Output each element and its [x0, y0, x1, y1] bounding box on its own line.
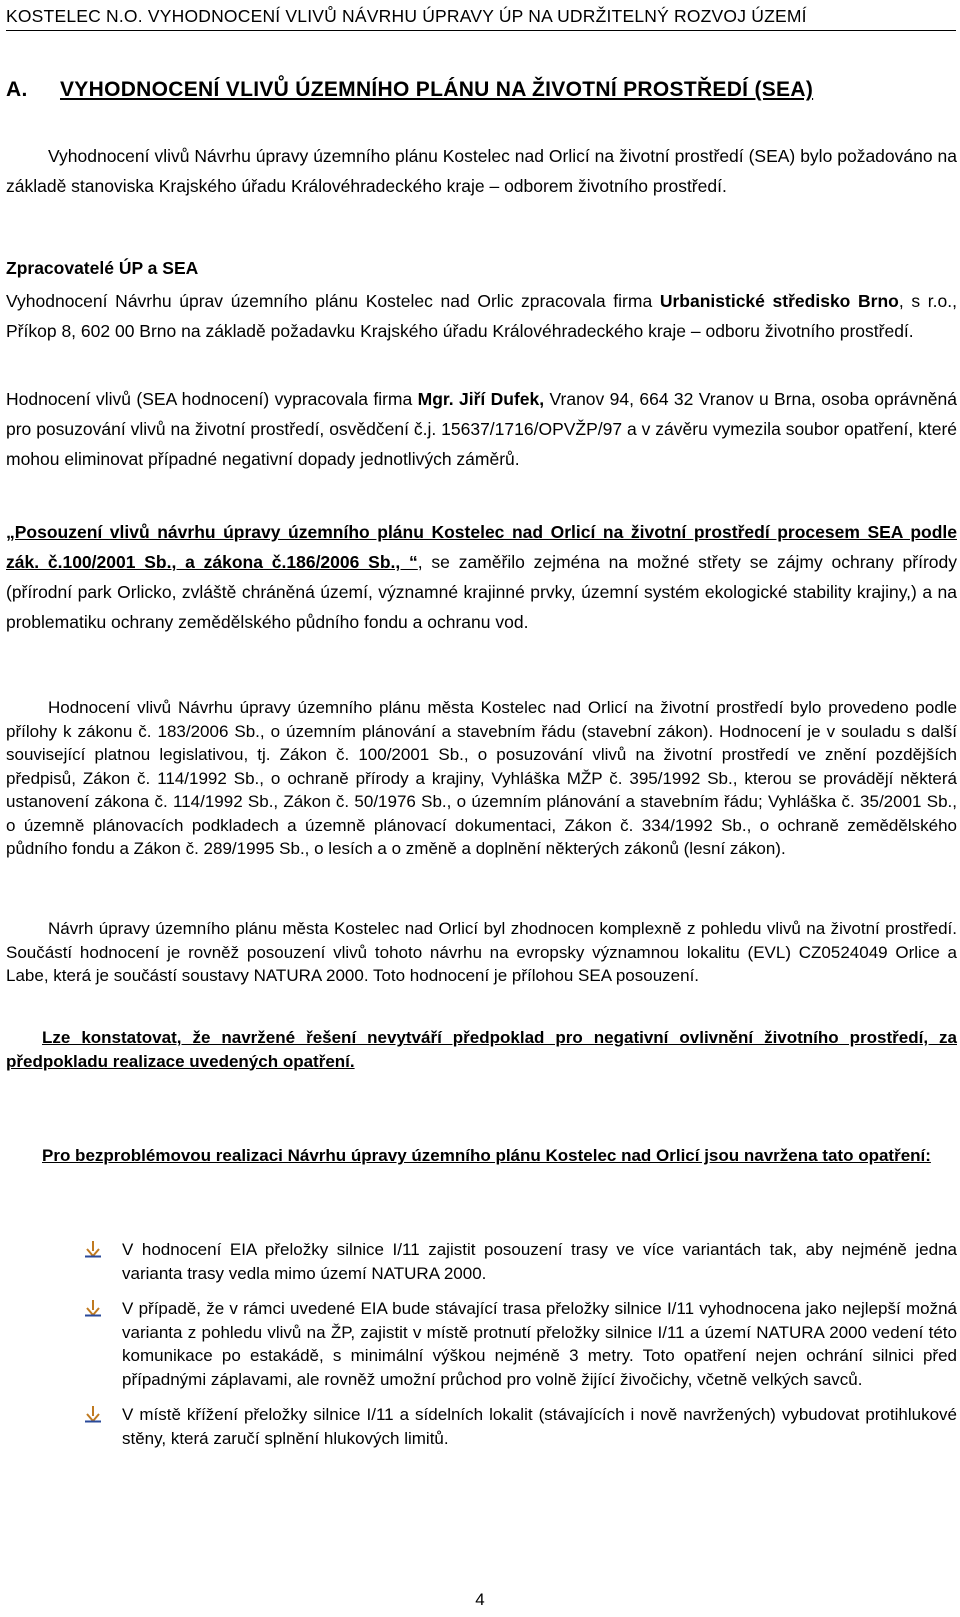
- authors-p2-pre: Hodnocení vlivů (SEA hodnocení) vypracovala firma: [6, 389, 418, 409]
- intro-paragraph: Vyhodnocení vlivů Návrhu úpravy územního plánu Kostelec nad Orlicí na životní prostředí (SEA) bylo požadováno na základě stanoviska Krajského úřadu Královéhradeckého kraje – odborem životního prostředí.: [6, 146, 957, 196]
- natura-paragraph: Návrh úpravy územního plánu města Kostelec nad Orlicí byl zhodnocen komplexně z pohledu vlivů na životní prostředí. Součástí hodnocení je rovněž posouzení vlivů tohoto návrhu na evropsky významnou lokalitu (EVL) CZ0524049 Orlice a Labe, která je součástí soustavy NATURA 2000. Toto hodnocení je přílohou SEA posouzení.: [6, 919, 957, 985]
- authors-p1-company: Urbanistické středisko Brno: [659, 291, 899, 311]
- measure-text: V případě, že v rámci uvedené EIA bude stávající trasa přeložky silnice I/11 vyhodnocena jako nejlepší možná varianta z pohledu vlivů na ŽP, zajistit v místě protnutí přeložky silnice I/11 a území NATURA 2000 vedení této komunikace po estakádě, s minimální výškou nejméně 3 metry. Toto opatření nejen ochrání silnici před případnými záplavami, ale rovněž umožní průchod pro volně žijící živočichy, včetně velkých savců.: [122, 1299, 957, 1389]
- measures-heading: Pro bezproblémovou realizaci Návrhu úpravy územního plánu Kostelec nad Orlicí jsou navržena tato opatření:: [42, 1146, 931, 1165]
- authors-p2-post: Vranov 94, 664 32 Vranov u Brna, osoba oprávněná pro posuzování vlivů na životní prostředí, osvědčení č.j. 15637/1716/OPVŽP/97 a v závěru vymezila soubor opatření, které mohou eliminovat případné negativní dopady jednotlivých záměrů.: [6, 389, 958, 469]
- authors-heading: Zpracovatelé ÚP a SEA: [6, 258, 199, 278]
- running-header: KOSTELEC N.O. VYHODNOCENÍ VLIVŮ NÁVRHU ÚPRAVY ÚP NA UDRŽITELNÝ ROZVOJ ÚZEMÍ: [6, 6, 956, 31]
- assessment-title: „Posouzení vlivů návrhu úpravy územního plánu Kostelec nad Orlicí na životní prostředí procesem SEA podle zák. č.100/2001 Sb., a zákona č.186/2006 Sb., “: [6, 522, 957, 572]
- measures-list: [84, 1238, 957, 1462]
- authors-p1-pre: Vyhodnocení Návrhu úprav územního plánu Kostelec nad Orlic zpracovala firma: [6, 291, 660, 311]
- measure-text: V hodnocení EIA přeložky silnice I/11 zajistit posouzení trasy ve více variantách tak, aby nejméně jedna varianta trasy vedla mimo území NATURA 2000.: [122, 1240, 957, 1283]
- authors-p2-name: Mgr. Jiří Dufek,: [417, 389, 545, 409]
- conclusion-statement: Lze konstatovat, že navržené řešení nevytváří předpoklad pro negativní ovlivnění životního prostředí, za předpokladu realizace uvedených opatření.: [6, 1028, 957, 1071]
- measure-text: V místě křížení přeložky silnice I/11 a sídelních lokalit (stávajících i nově navržených) vybudovat protihlukové stěny, která zaručí splnění hlukových limitů.: [122, 1405, 957, 1448]
- pushpin-arrow-icon: [84, 1405, 102, 1423]
- pushpin-arrow-icon: [84, 1240, 102, 1258]
- pushpin-arrow-icon: [84, 1299, 102, 1317]
- authors-paragraph-1: [6, 286, 957, 346]
- assessment-paragraph: [6, 517, 957, 637]
- authors-paragraph-2: [6, 384, 957, 474]
- page-number: 4: [475, 1590, 485, 1609]
- assessment-text: , se zaměřilo zejména na možné střety se zájmy ochrany přírody (přírodní park Orlicko, zvláště chráněná území, významné krajinné prvky, územní systém ekologické stability krajiny,) a na problematiku ochrany zemědělského půdního fondu a ochranu vod.: [6, 552, 958, 632]
- section-letter: A.: [6, 78, 28, 101]
- authors-p1-post: , s r.o., Příkop 8, 602 00 Brno na základě požadavku Krajského úřadu Královéhradeckého kraje – odboru životního prostředí.: [6, 291, 957, 341]
- measure-item: [84, 1297, 957, 1391]
- law-paragraph: Hodnocení vlivů Návrhu úpravy územního plánu města Kostelec nad Orlicí na životní prostředí bylo provedeno podle přílohy k zákonu č. 183/2006 Sb., o územním plánování a stavebním řádu (stavební zákon). Hodnocení je v souladu s další související platnou legislativou, tj. Zákon č. 100/2001 Sb., o posuzování vlivů na životní prostředí ve znění pozdějších předpisů, Zákon č. 114/1992 Sb., o ochraně přírody a krajiny, Vyhláška MŽP č. 395/1992 Sb., kterou se provádějí některá ustanovení zákona č. 114/1992 Sb., Zákon č. 50/1976 Sb., o územním plánování a stavebním řádu; Vyhláška č. 35/2001 Sb., o územně plánovacích podkladech a územně plánovací dokumentaci, Zákon č. 334/1992 Sb., o ochraně zemědělského půdního fondu a Zákon č. 289/1995 Sb., o lesích a o změně a doplnění některých zákonů (lesní zákon).: [6, 698, 957, 858]
- measure-item: [84, 1403, 957, 1450]
- section-title-text: VYHODNOCENÍ VLIVŮ ÚZEMNÍHO PLÁNU NA ŽIVOTNÍ PROSTŘEDÍ (SEA): [60, 78, 814, 101]
- measure-item: [84, 1238, 957, 1285]
- section-title: [6, 78, 956, 102]
